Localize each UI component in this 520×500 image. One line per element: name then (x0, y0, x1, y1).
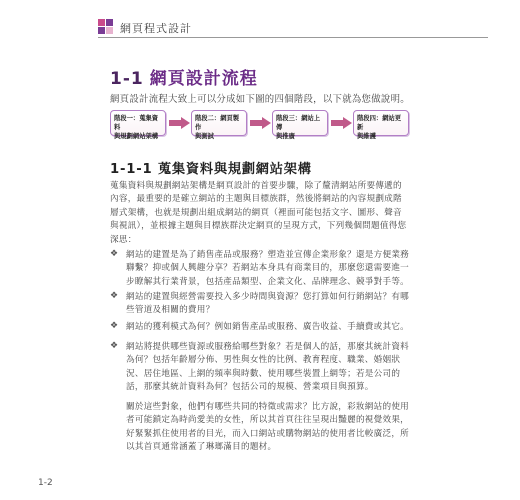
list-item (126, 321, 426, 334)
section-heading (110, 64, 258, 89)
text-line: 網站將提供哪些資源或服務給哪些對象？若是個人的話，那麼其統計資料 (126, 342, 410, 352)
subsection-title: 蒐集資料與規劃網站架構 (157, 162, 312, 177)
diamond-bullet-icon: ❖ (110, 321, 119, 331)
text-line: 況、居住地區、上網的頻率與時數、使用哪些裝置上網等；若是公司的 (126, 368, 401, 379)
text-line: 步瞭解其行業背景，包括產品類型、企業文化、品牌理念、競爭對手等。 (126, 276, 410, 287)
running-header-title: 網頁程式設計 (120, 22, 192, 35)
text-line: 以其首頁通常涵蓋了琳瑯滿目的題材。 (126, 442, 277, 453)
text-line: 話，那麼其統計資料為何？包括公司的規模、營業項目與預算。 (126, 382, 374, 393)
text-line: 深思： (110, 234, 137, 245)
flow-step-text: 階段一：蒐集資料 (114, 115, 159, 131)
text-line: 好緊緊抓住使用者的目光，而入口網站或購物網站的使用者比較廣泛，所 (126, 428, 410, 439)
page-number: 1-2 (38, 478, 53, 488)
flow-step-text: 與維護 (357, 133, 376, 140)
text-line: 蒐集資料與規劃網站架構是網頁設計的首要步驟，除了釐清網站所要傳遞的 (110, 181, 402, 191)
flow-step-text: 階段二：網頁製作 (195, 115, 240, 131)
text-line: 關於這些對象，他們有哪些共同的特徵或需求？比方說，彩妝網站的使用 (126, 402, 410, 412)
flow-step-text: 與推廣 (276, 133, 295, 140)
chapter-logo-icon (98, 19, 114, 35)
process-flow-diagram (110, 110, 440, 140)
text-line: 內容，最重要的是確立網站的主題與目標族群，然後將網站的內容規劃成階 (110, 194, 402, 205)
text-line: 為何？包括年齡層分佈、男性與女性的比例、教育程度、職業、婚姻狀 (126, 355, 401, 366)
text-line: 者可能鎖定為時尚愛美的女性，所以其首頁往往呈現出豔麗的視覺效果， (126, 415, 410, 426)
text-line: 網站的建置與經營需要投入多少時間與資源？您打算如何行銷網站？有哪 (126, 292, 410, 302)
flow-step-text: 與規劃網站架構 (114, 133, 159, 140)
flow-step-1 (110, 110, 166, 140)
arrow-right-icon (331, 117, 353, 129)
text-line: 網站的建置是為了銷售產品或服務？塑造並宣傳企業形象？還是方便業務 (126, 250, 410, 260)
flow-step-2 (191, 110, 247, 140)
list-item (126, 341, 426, 395)
subsection-number: 1-1-1 (110, 162, 153, 177)
section-intro: 網頁設計流程大致上可以分成如下圖的四個階段，以下就為您做說明。 (110, 94, 410, 105)
text-line: 聯繫？抑或個人興趣分享？若網站本身具有商業目的，那麼您還需要進一 (126, 263, 410, 274)
diamond-bullet-icon: ❖ (110, 291, 119, 301)
flow-step-text: 階段三：網站上傳 (276, 115, 321, 131)
body-paragraph (110, 180, 410, 247)
list-item (126, 291, 426, 318)
section-number: 1-1 (110, 69, 144, 89)
text-line: 層式架構，也就是規劃出組成網站的網頁（裡面可能包括文字、圖形、聲音 (110, 207, 402, 218)
text-line: 與視訊），並根據主題與目標族群決定網頁的呈現方式，下列幾個問題值得您 (110, 221, 407, 232)
flow-step-3 (272, 110, 328, 140)
flow-step-4 (353, 110, 409, 140)
section-title: 網頁設計流程 (149, 69, 258, 89)
flow-step-text: 與測試 (195, 133, 214, 140)
text-line: 網站的獲利模式為何？例如銷售產品或服務、廣告收益、手續費或其它。 (126, 322, 410, 332)
diamond-bullet-icon: ❖ (110, 249, 119, 259)
text-line: 些管道及相關的費用？ (126, 305, 215, 316)
closing-paragraph (126, 401, 426, 455)
subsection-heading (110, 158, 312, 177)
arrow-right-icon (250, 117, 272, 129)
header-divider (98, 37, 488, 38)
arrow-right-icon (169, 117, 191, 129)
diamond-bullet-icon: ❖ (110, 341, 119, 351)
flow-step-text: 階段四：網站更新 (357, 115, 402, 131)
list-item (126, 249, 426, 289)
